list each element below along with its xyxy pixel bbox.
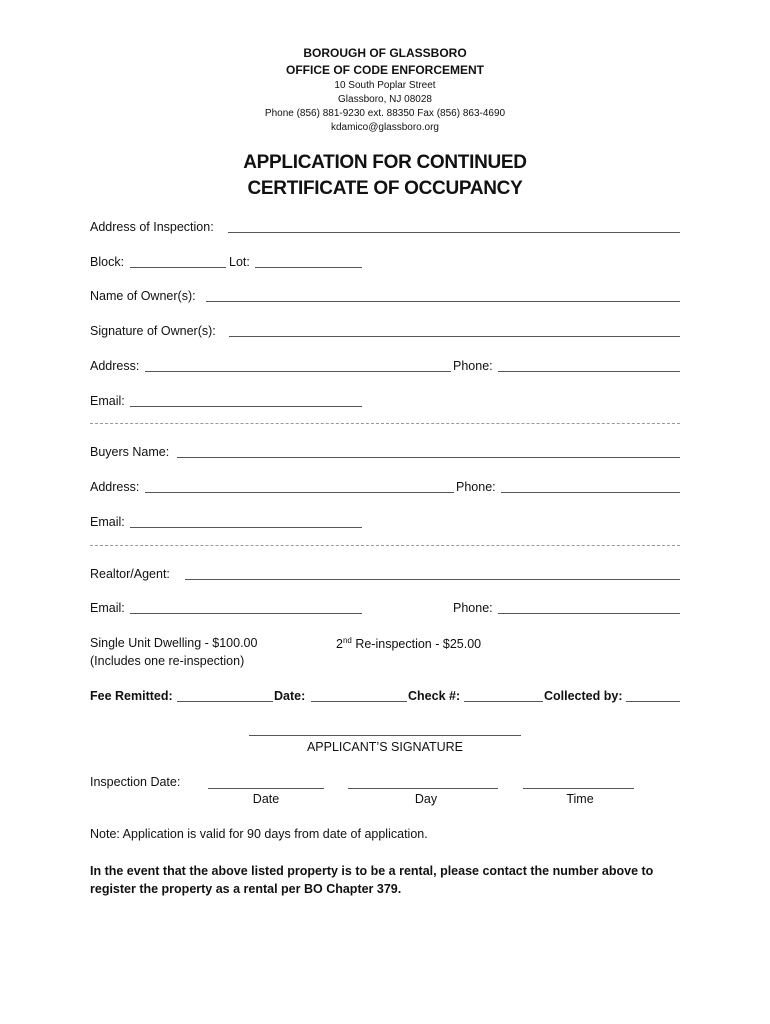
remit-date-label: Date: [274,689,306,703]
buyer-email-label: Email: [90,515,125,529]
lot-field[interactable] [255,267,362,268]
buyer-email-field[interactable] [130,527,362,528]
buyer-address-field[interactable] [145,492,454,493]
inspection-day-field[interactable] [348,788,498,789]
reinspection-number: 2 [336,637,343,652]
form-title-line1: APPLICATION FOR CONTINUED [243,152,527,173]
remit-date-field[interactable] [311,701,407,702]
contact-phone: Phone (856) 881-9230 ext. 88350 Fax (856) 863-4690 [264,108,506,119]
name-of-owners-field[interactable] [206,301,680,302]
reinspection-fee [336,636,481,651]
fee-remitted-field[interactable] [177,701,273,702]
signature-of-owners-field[interactable] [229,336,680,337]
block-field[interactable] [130,267,226,268]
contact-email: kdamico@glassboro.org [331,122,439,133]
inspection-date-caption: Date [252,792,280,806]
lot-label: Lot: [229,255,250,269]
street-address: 10 South Poplar Street [334,80,436,91]
address-of-inspection-field[interactable] [228,232,680,233]
collected-by-label: Collected by: [544,689,623,703]
single-unit-fee: Single Unit Dwelling - $100.00 [90,636,258,650]
reinspection-ordinal: nd [342,636,352,645]
inspection-date-field[interactable] [208,788,324,789]
realtor-agent-label: Realtor/Agent: [90,567,170,581]
buyer-phone-field[interactable] [501,492,680,493]
applicant-signature-field[interactable] [249,735,521,736]
block-label: Block: [90,255,125,269]
signature-of-owners-label: Signature of Owner(s): [90,324,216,338]
inspection-date-label: Inspection Date: [90,775,181,789]
rental-notice: In the event that the above listed property is to be a rental, please contact the number above to register the property as a rental per BO Chapter 379. [90,864,654,896]
owner-address-label: Address: [90,359,140,373]
buyer-phone-label: Phone: [456,480,496,494]
inspection-time-caption: Time [566,792,594,806]
form-title-line2: CERTIFICATE OF OCCUPANCY [247,178,523,199]
owner-email-field[interactable] [130,406,362,407]
includes-reinspection-note: (Includes one re-inspection) [90,654,245,668]
owner-address-field[interactable] [145,371,451,372]
realtor-agent-field[interactable] [185,579,680,580]
section-divider [90,423,680,424]
address-of-inspection-label: Address of Inspection: [90,220,214,234]
inspection-time-field[interactable] [523,788,634,789]
reinspection-text: Re-inspection - $25.00 [351,637,482,652]
name-of-owners-label: Name of Owner(s): [90,289,196,303]
fee-remitted-label: Fee Remitted: [90,689,173,703]
check-number-label: Check #: [408,689,461,703]
check-number-field[interactable] [464,701,543,702]
inspection-day-caption: Day [414,792,438,806]
collected-by-field[interactable] [626,701,680,702]
realtor-phone-field[interactable] [498,613,680,614]
validity-note: Note: Application is valid for 90 days from date of application. [90,827,428,841]
city-address: Glassboro, NJ 08028 [338,94,432,105]
realtor-email-label: Email: [90,601,125,615]
org-name: BOROUGH OF GLASSBORO [303,46,467,60]
applicant-signature-label: APPLICANT’S SIGNATURE [306,740,464,754]
owner-phone-label: Phone: [453,359,493,373]
office-name: OFFICE OF CODE ENFORCEMENT [286,63,484,77]
realtor-email-field[interactable] [130,613,362,614]
owner-email-label: Email: [90,394,125,408]
buyers-name-label: Buyers Name: [90,445,170,459]
buyer-address-label: Address: [90,480,140,494]
section-divider [90,545,680,546]
realtor-phone-label: Phone: [453,601,493,615]
buyers-name-field[interactable] [177,457,680,458]
owner-phone-field[interactable] [498,371,680,372]
